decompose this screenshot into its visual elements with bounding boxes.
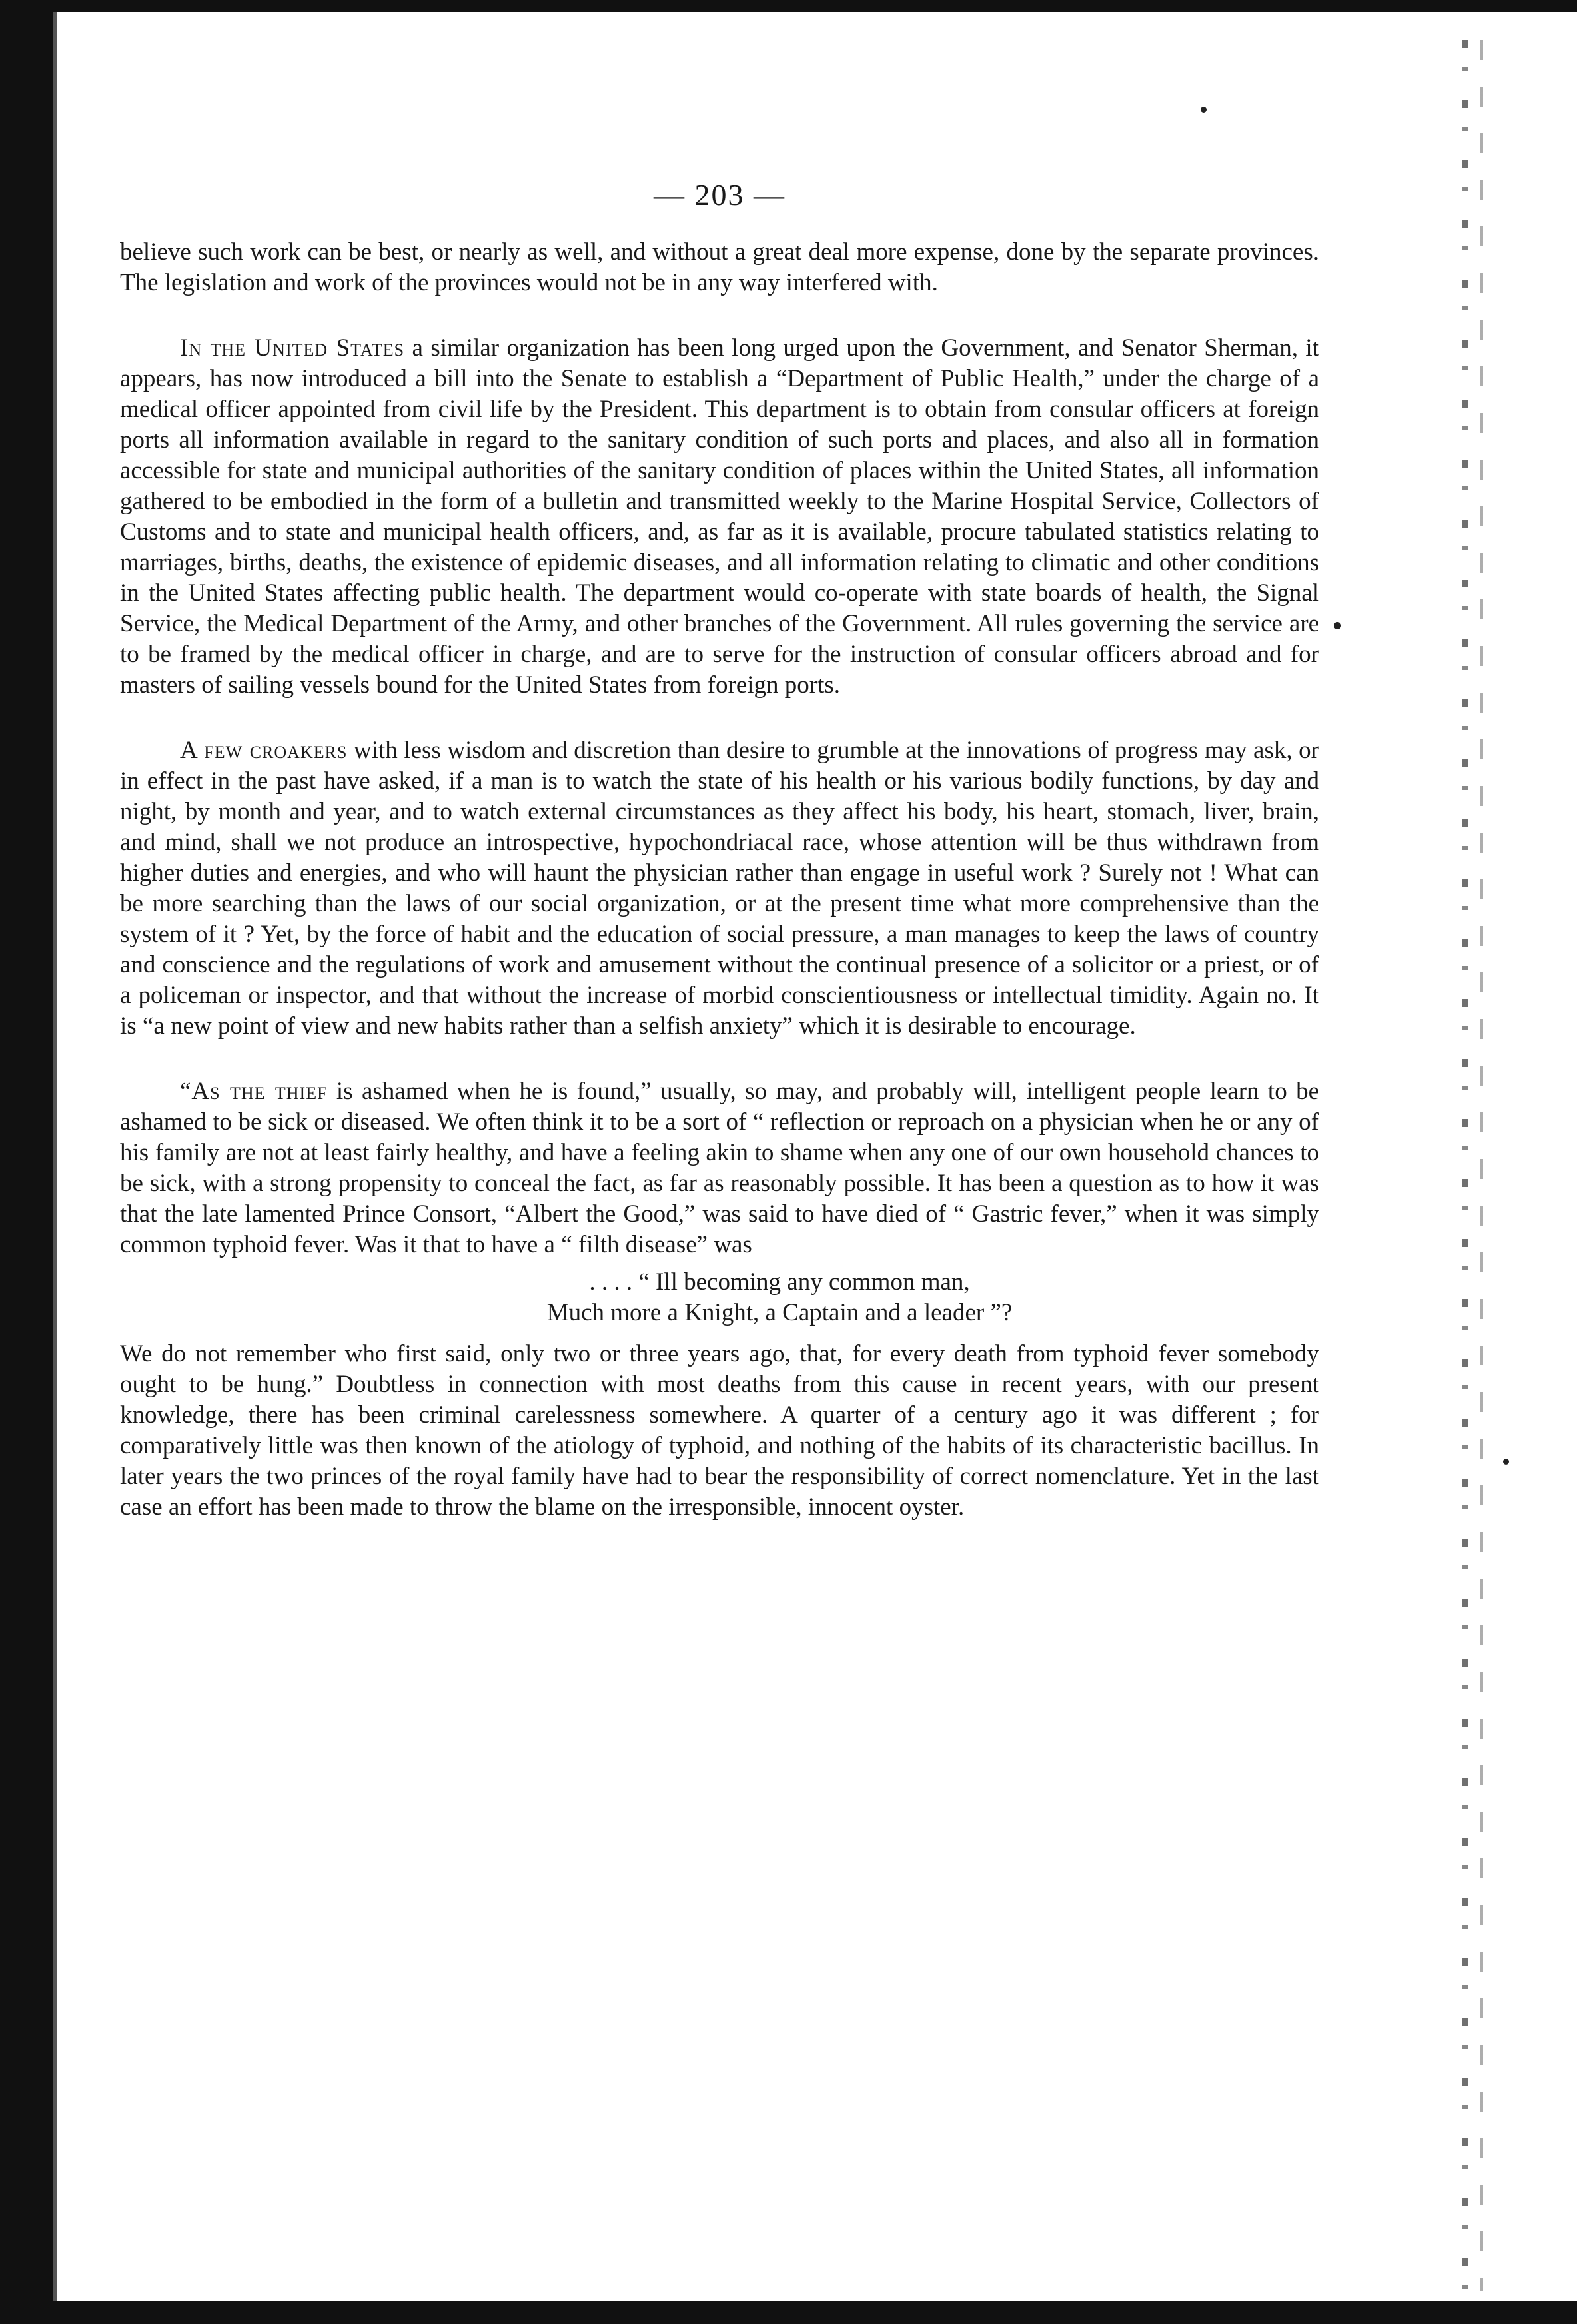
paragraph-1-text: believe such work can be best, or nearly as well, and without a great deal more expense, done by the separate provinces. The legislation and work of the provinces would not be in any way interfered with. xyxy=(120,238,1319,296)
closing-paragraph-text: We do not remember who first said, only two or three years ago, that, for every death from typhoid fever somebody ought to be hung.” Doubtless in connection with most deaths from this cause in recent years, with our present knowledge, there has been criminal carelessness somewhere. A quarter of a century ago it was different ; for comparatively little was then known of the atiology of typhoid, and nothing of the habits of its characteristic bacillus. In later years the two princes of the royal family have had to bear the responsibility of correct nomenclature. Yet in the last case an effort has been made to throw the blame on the irresponsible, innocent oyster. xyxy=(120,1340,1319,1521)
page-number: — 203 — xyxy=(654,178,786,212)
verse-line-1: . . . . “ Ill becoming any common man, xyxy=(589,1268,970,1296)
scan-border-left xyxy=(0,0,53,2324)
scan-border-top xyxy=(0,0,1577,12)
verse-line-2: Much more a Knight, a Captain and a leader ”? xyxy=(546,1299,1013,1326)
paragraph-2-text: a similar organization has been long urged upon the Government, and Senator Sherman, it appears, has now introduced a bill into the Senate to establish a “Department of Public Health,” under the charge of a medical officer appointed from civil life by the President. This department is to obtain from consular officers at foreign ports all information available in regard to the sanitary condition of such ports and places, and also all in formation accessible for state and municipal authorities of the sanitary condition of places within the United States, all information gathered to be embodied in the form of a bulletin and transmitted weekly to the Marine Hospital Service, Collectors of Customs and to state and municipal health officers, and, as far as it is available, procure tabulated statistics relating to marriages, births, deaths, the existence of epidemic diseases, and all information relating to climatic and other conditions in the United States affecting public health. The department would co-operate with state boards of health, the Signal Service, the Medical Department of the Army, and other branches of the Government. All rules governing the service are to be framed by the medical officer in charge, and are to serve for the instruction of consular officers abroad and for masters of sailing vessels bound for the United States from foreign ports. xyxy=(120,334,1319,699)
document-page xyxy=(120,180,1319,1557)
paragraph-4-lead: “As the thief xyxy=(180,1078,328,1105)
paragraph-2 xyxy=(120,333,1319,701)
paragraph-1 xyxy=(120,237,1319,298)
paragraph-3 xyxy=(120,735,1319,1042)
scan-speck xyxy=(1503,1459,1509,1465)
scan-edge-right xyxy=(1462,40,1468,2291)
paragraph-3-text: with less wisdom and discretion than desire to grumble at the innovations of progress may ask, or in effect in the past have asked, if a man is to watch the state of his health or his various bodily functions, by day and night, by month and year, and to watch external circumstances as they affect his body, his heart, stomach, liver, brain, and mind, shall we not produce an introspective, hypochondriacal race, whose attention will be thus withdrawn from higher duties and energies, and who will haunt the physician rather than engage in useful work ? Surely not ! What can be more searching than the laws of our social organization, or at the present time what more comprehensive than the system of it ? Yet, by the force of habit and the education of social pressure, a man manages to keep the laws of country and conscience and the regulations of work and amusement without the continual presence of a solicitor or a priest, or of a policeman or inspector, and that without the increase of morbid conscientiousness or intellectual timidity. Again no. It is “a new point of view and new habits rather than a selfish anxiety” which it is desirable to encourage. xyxy=(120,737,1319,1040)
scan-speck xyxy=(1201,107,1207,113)
scan-speck xyxy=(1334,622,1341,629)
paragraph-4 xyxy=(120,1076,1319,1260)
scan-border-left-inner xyxy=(53,12,57,2310)
verse-quotation xyxy=(120,1267,1319,1328)
scan-border-bottom xyxy=(0,2301,1577,2324)
scan-edge-right-secondary xyxy=(1480,40,1483,2291)
paragraph-2-lead: In the United States xyxy=(180,334,405,362)
paragraph-3-lead: A few croakers xyxy=(180,737,348,764)
closing-paragraph xyxy=(120,1339,1319,1523)
paragraph-4-text: is ashamed when he is found,” usually, so may, and probably will, intelligent people learn to be ashamed to be sick or diseased. We often think it to be a sort of “ reflection or reproach on a physician when he or any of his family are not at least fairly healthy, and have a feeling akin to shame when any one of our own household chances to be sick, with a strong propensity to conceal the fact, as far as reasonably possible. It has been a question as to how it was that the late lamented Prince Consort, “Albert the Good,” was said to have died of “ Gastric fever,” when it was simply common typhoid fever. Was it that to have a “ filth disease” was xyxy=(120,1078,1319,1258)
